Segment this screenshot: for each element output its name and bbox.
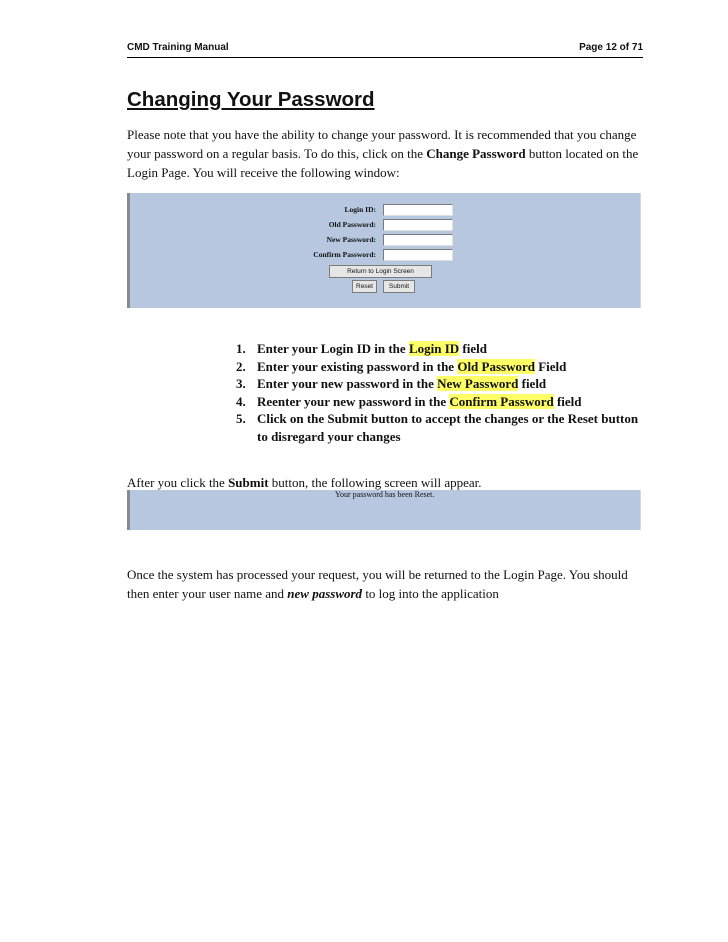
after-submit-text-2: button, the following screen will appear. <box>268 475 482 490</box>
old-password-row <box>130 219 640 231</box>
confirm-password-label: Confirm Password: <box>313 250 376 259</box>
after-submit-text-1: After you click the <box>127 475 229 490</box>
step-text-end: field <box>518 376 547 391</box>
step-text-end: field <box>459 341 487 356</box>
submit-button[interactable]: Submit <box>383 280 415 293</box>
highlighted-field-name: Old Password <box>457 358 535 374</box>
reset-confirmation-message: Your password has been Reset. <box>335 490 435 499</box>
new-password-label: New Password: <box>326 235 376 244</box>
closing-paragraph <box>127 565 647 603</box>
header-rule <box>127 57 643 58</box>
login-id-input[interactable] <box>383 204 453 216</box>
new-password-input[interactable] <box>383 234 453 246</box>
step-item <box>236 340 648 358</box>
intro-paragraph <box>127 125 647 182</box>
intro-bold: Change Password <box>426 146 526 161</box>
step-text: Enter your existing password in the <box>257 358 458 374</box>
step-text-end: field <box>553 393 582 409</box>
section-title: Changing Your Password <box>127 88 375 111</box>
login-id-label: Login ID: <box>344 205 376 214</box>
return-to-login-button[interactable]: Return to Login Screen <box>329 265 432 278</box>
step-item <box>236 358 648 376</box>
step-number: 3. <box>236 376 246 391</box>
manual-title: CMD Training Manual <box>127 42 229 53</box>
step-text: Enter your new password in the <box>257 376 438 391</box>
new-password-row <box>130 234 640 246</box>
step-text: Click on the Submit button to accept the changes or the Reset button to disregard your changes <box>257 411 639 444</box>
login-id-row <box>130 204 640 216</box>
reset-button[interactable]: Reset <box>352 280 377 293</box>
step-number: 5. <box>236 411 246 426</box>
confirm-password-input[interactable] <box>383 249 453 261</box>
step-text: Enter your Login ID in the <box>257 341 409 356</box>
step-item <box>236 375 648 393</box>
closing-bold-italic: new password <box>287 586 363 601</box>
step-number: 2. <box>236 358 246 374</box>
step-item <box>236 393 648 411</box>
highlighted-field-name: Login ID <box>408 341 460 356</box>
after-submit-bold: Submit <box>228 475 269 490</box>
confirm-password-row <box>130 249 640 261</box>
intro-text-2: button located on the Login Page. You will receive the following window: <box>127 146 639 180</box>
highlighted-field-name: Confirm Password <box>449 393 554 409</box>
closing-text-1: Once the system has processed your request, you will be returned to the Login Page. You should then enter your user name and <box>127 567 628 601</box>
old-password-input[interactable] <box>383 219 453 231</box>
password-reset-window <box>127 490 641 530</box>
step-text-end: Field <box>534 358 567 374</box>
intro-text-1: Please note that you have the ability to change your password. It is recommended that you change your password on a regular basis. To do this, click on the <box>127 127 637 161</box>
step-number: 4. <box>236 393 246 409</box>
step-number: 1. <box>236 341 246 356</box>
old-password-label: Old Password: <box>328 220 376 229</box>
page-header <box>127 42 643 53</box>
closing-text-2: to log into the application <box>362 586 499 601</box>
page-number: Page 12 of 71 <box>579 42 643 53</box>
change-password-window <box>127 193 641 308</box>
step-text: Reenter your new password in the <box>257 393 450 409</box>
instruction-steps <box>236 340 648 445</box>
step-item <box>236 410 648 445</box>
highlighted-field-name: New Password <box>437 376 519 391</box>
